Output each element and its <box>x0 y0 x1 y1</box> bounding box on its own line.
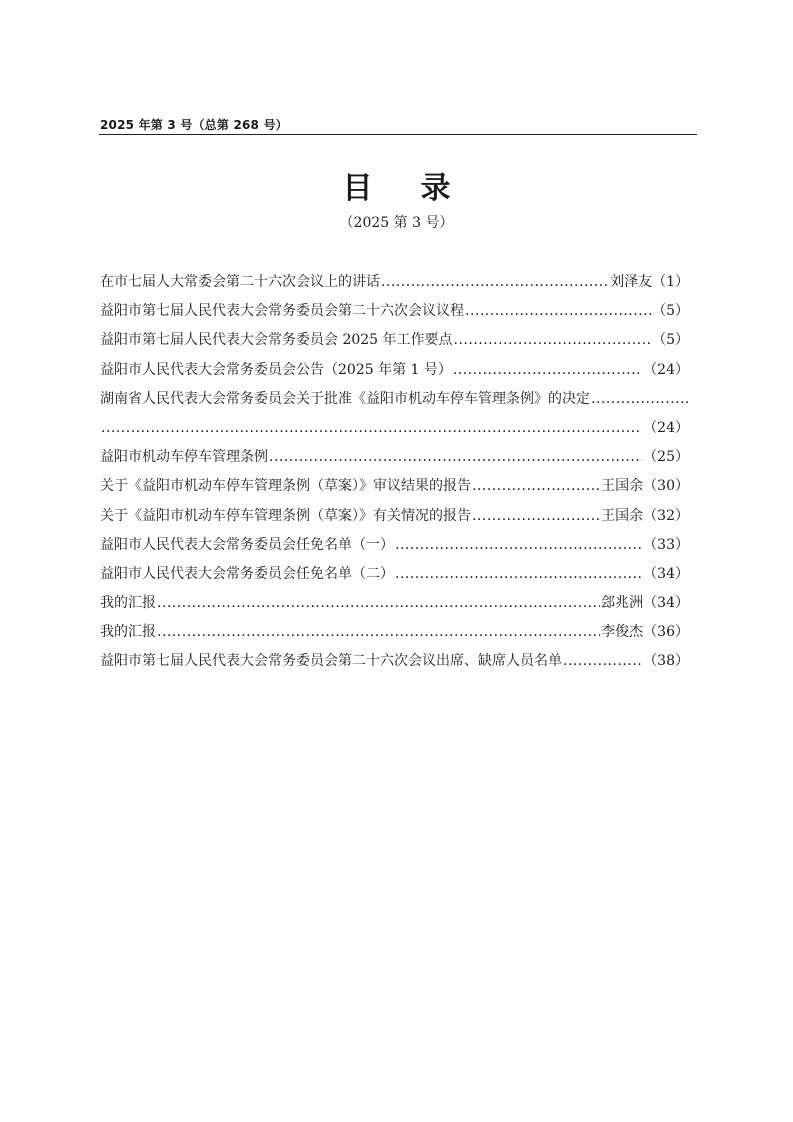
toc-entry-page: （36） <box>643 624 689 641</box>
toc-entry[interactable] <box>100 535 689 564</box>
page-subtitle: （2025 第 3 号） <box>339 215 454 231</box>
toc-dot-leader <box>465 301 651 321</box>
toc-entry-author: 王国余 <box>601 478 644 495</box>
toc-entry-page: （24） <box>643 361 689 378</box>
toc-entry-title: 我的汇报 <box>100 595 156 612</box>
toc-entry-title: 益阳市人民代表大会常务委员会任免名单（一） <box>100 536 394 553</box>
toc-dot-leader <box>269 447 642 467</box>
toc-entry-title: 益阳市人民代表大会常务委员会公告（2025 年第 1 号） <box>100 361 452 378</box>
toc-entry-author: 王国余 <box>601 507 644 524</box>
toc-entry[interactable] <box>100 622 689 651</box>
header-rule <box>99 134 697 135</box>
toc-entry-title: 关于《益阳市机动车停车管理条例（草案）》有关情况的报告 <box>100 507 471 524</box>
toc-dot-leader <box>381 272 609 292</box>
toc-entry-title: 益阳市机动车停车管理条例 <box>100 449 268 466</box>
toc-dot-leader <box>157 622 600 642</box>
toc-entry-title: 我的汇报 <box>100 624 156 641</box>
toc-dot-leader <box>157 593 600 613</box>
toc-entry[interactable] <box>100 476 689 505</box>
toc-entry[interactable] <box>100 593 689 622</box>
toc-entry[interactable] <box>100 360 689 389</box>
toc-dot-leader <box>591 389 688 409</box>
toc-entry-page: （30） <box>643 478 689 495</box>
toc-entry-page: （24） <box>643 419 689 436</box>
toc-entry-title: 益阳市第七届人民代表大会常务委员会第二十六次会议议程 <box>100 303 464 320</box>
toc-entry-title: 益阳市第七届人民代表大会常务委员会 2025 年工作要点 <box>100 332 453 349</box>
toc-entry-page: （34） <box>643 595 689 612</box>
toc-dot-leader <box>472 476 600 496</box>
toc-entry-page: （33） <box>643 536 689 553</box>
toc-entry[interactable] <box>100 272 689 301</box>
toc-dot-leader <box>563 651 642 671</box>
toc-entry[interactable] <box>100 564 689 593</box>
toc-entry-page: （5） <box>652 303 689 320</box>
toc-entry-author: 郐兆洲 <box>601 595 644 612</box>
toc-entry-page: （25） <box>643 449 689 466</box>
toc-entry-title: 益阳市人民代表大会常务委员会任免名单（二） <box>100 565 394 582</box>
toc-entry[interactable] <box>100 447 689 476</box>
toc-entry[interactable] <box>100 389 689 418</box>
toc-dot-leader <box>472 506 600 526</box>
toc-entry-page: （34） <box>643 565 689 582</box>
page-title: 目录 <box>342 171 499 206</box>
toc-entry-page: （1） <box>652 274 689 290</box>
toc-entry[interactable] <box>100 651 689 680</box>
issue-header: 2025 年第 3 号（总第 268 号） <box>100 118 288 132</box>
toc-entry[interactable] <box>100 506 689 535</box>
toc-entry-continuation[interactable] <box>100 418 689 447</box>
toc-dot-leader <box>453 360 642 380</box>
toc-entry-page: （38） <box>643 653 689 670</box>
toc-dot-leader <box>454 330 652 350</box>
toc-entry[interactable] <box>100 330 689 359</box>
toc-entry-title: 在市七届人大常委会第二十六次会议上的讲话 <box>100 274 380 290</box>
toc-entry[interactable] <box>100 301 689 330</box>
toc-entry-author: 李俊杰 <box>601 624 644 641</box>
toc-entry-title: 关于《益阳市机动车停车管理条例（草案）》审议结果的报告 <box>100 478 471 495</box>
toc-entry-title: 湖南省人民代表大会常务委员会关于批准《益阳市机动车停车管理条例》的决定 <box>100 390 590 407</box>
toc-entry-title: 益阳市第七届人民代表大会常务委员会第二十六次会议出席、缺席人员名单 <box>100 653 562 670</box>
toc-dot-leader <box>395 535 642 555</box>
toc-dot-leader <box>101 418 642 438</box>
toc-entry-page: （32） <box>643 507 689 524</box>
toc-entry-page: （5） <box>652 332 689 349</box>
toc-entry-author: 刘泽友 <box>610 274 653 290</box>
table-of-contents <box>100 272 689 681</box>
toc-dot-leader <box>395 564 642 584</box>
